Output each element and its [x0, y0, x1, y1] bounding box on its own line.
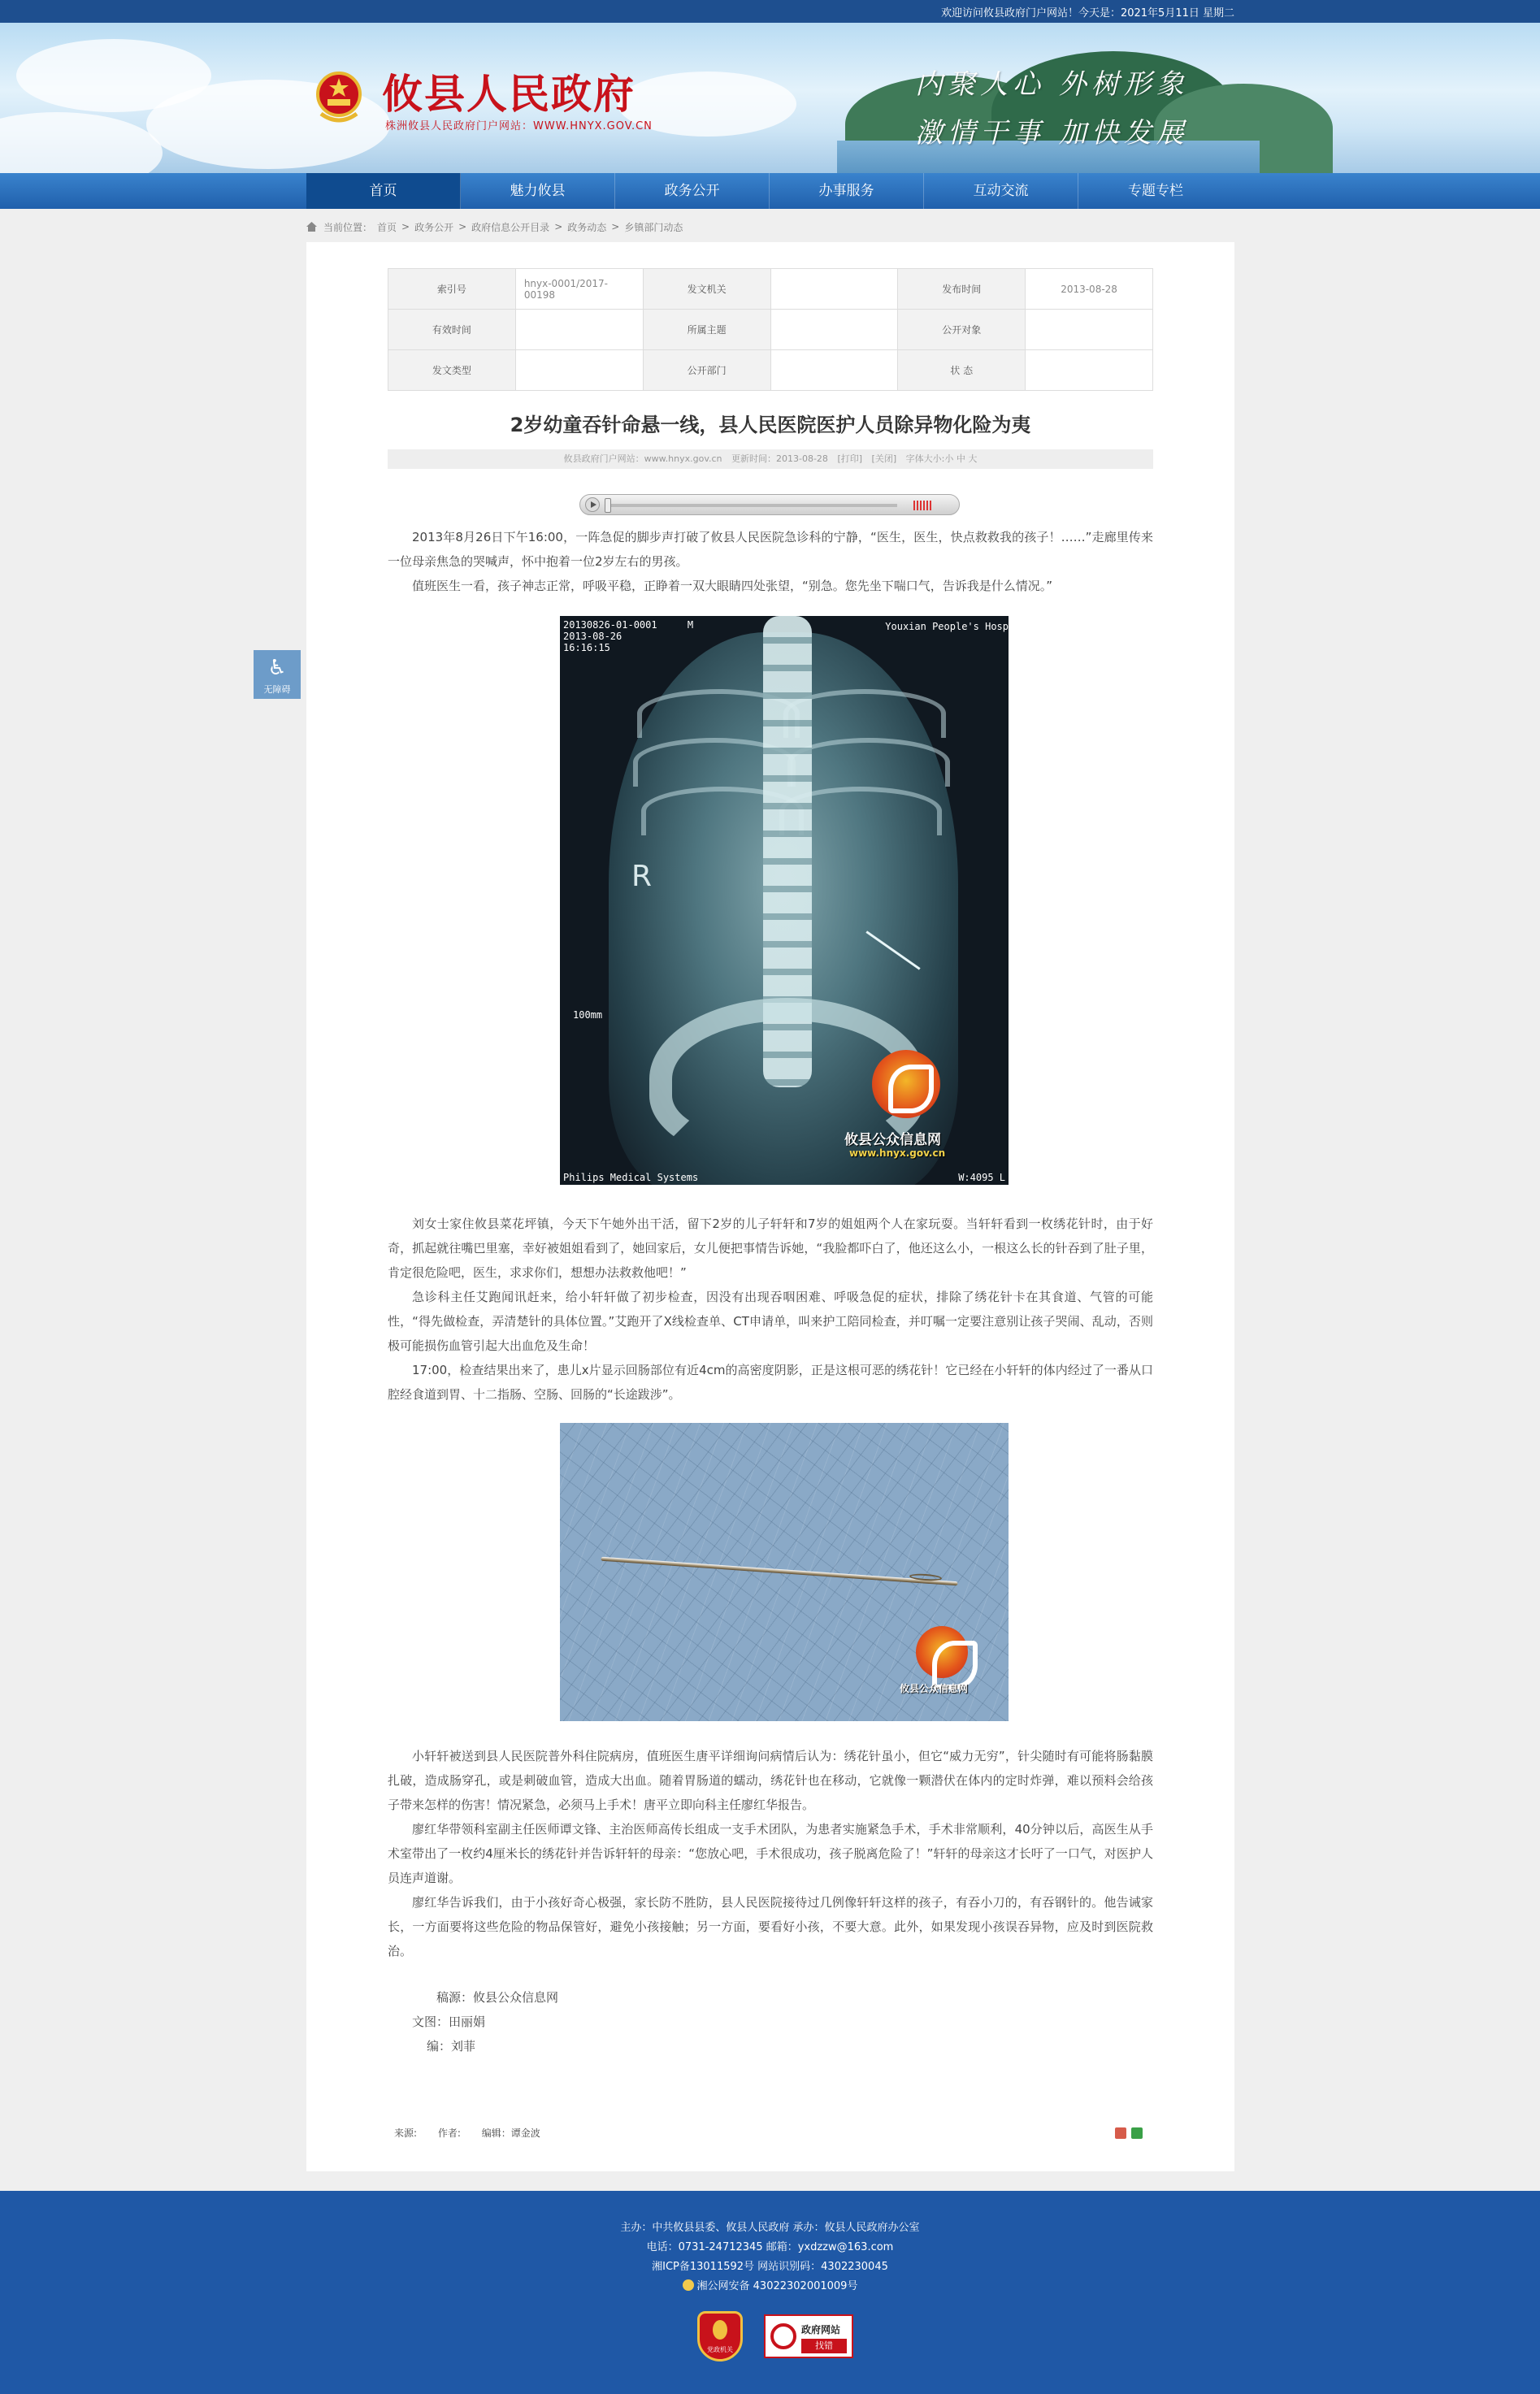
- volume-icon[interactable]: [913, 501, 933, 510]
- footer-police-record[interactable]: [0, 2277, 1540, 2296]
- signature-author: 文图：田丽娟: [412, 2015, 486, 2029]
- meta-valid-value: [515, 310, 643, 350]
- breadcrumb-sep: >: [554, 221, 563, 232]
- info-updated: 更新时间：2013-08-28: [731, 453, 828, 464]
- xray-vendor: Philips Medical Systems: [563, 1172, 699, 1183]
- meta-status-value: [1026, 350, 1153, 391]
- article-paragraph-6: 小轩轩被送到县人民医院普外科住院病房，值班医生唐平详细询问病情后认为：绣花针虽小，但它“威力无穷”，针尖随时有可能将肠黏膜扎破，造成肠穿孔，或是刺破血管，造成大出血。随着胃肠道的蠕动，绣花针也在移动，它就像一颗潜伏在体内的定时炸弹，难以预料会给孩子带来怎样的伤害！情况紧急，必须马上手术！唐平立即向科主任廖红华报告。: [388, 1749, 1153, 1812]
- breadcrumb-label: 当前位置：: [323, 221, 373, 233]
- home-icon: [306, 222, 317, 232]
- breadcrumb-sep: >: [458, 221, 467, 232]
- meta-valid-label: 有效时间: [388, 310, 516, 350]
- watermark-name: 攸县公众信息网: [900, 1683, 969, 1694]
- watermark-logo-icon: [872, 1050, 940, 1118]
- meta-audience-label: 公开对象: [898, 310, 1026, 350]
- article-info-bar: [388, 449, 1153, 469]
- gov-site-error-report-badge[interactable]: [764, 2314, 853, 2358]
- audio-progress-track[interactable]: [605, 504, 897, 507]
- xray-scale: 100mm: [573, 1009, 603, 1021]
- article-paragraph-3: 刘女士家住攸县菜花坪镇，今天下午她外出干活，留下2岁的儿子轩轩和7岁的姐姐两个人在家玩耍。当轩轩看到一枚绣花针时，由于好奇，抓起就往嘴巴里塞，幸好被姐姐看到了，她回家后，女儿便把事情告诉她，“我脸都吓白了，他还这么小，一根这么长的针吞到了肚子里，肯定很危险吧，医生，求求你们，想想办法救救他吧！”: [388, 1217, 1153, 1280]
- xray-hospital: Youxian People's Hosp: [885, 621, 1009, 632]
- site-title: 攸县人民政府: [382, 70, 636, 118]
- meta-date-label: 发布时间: [898, 269, 1026, 310]
- meta-status-label: 状 态: [898, 350, 1026, 391]
- audio-player: [579, 494, 960, 515]
- share-weibo-icon[interactable]: [1115, 2127, 1126, 2139]
- meta-issuer-label: 发文机关: [643, 269, 770, 310]
- play-button[interactable]: [585, 497, 600, 512]
- meta-date-value: 2013-08-28: [1026, 269, 1153, 310]
- info-source: 攸县政府门户网站：www.hnyx.gov.cn: [563, 453, 722, 464]
- footer-source: 来源:: [394, 2127, 418, 2139]
- article-footer-info: [394, 2126, 558, 2140]
- nav-item-home[interactable]: 首页: [306, 173, 461, 209]
- footer-contact: 电话：0731-24712345 邮箱：yxdzzw@163.com: [646, 2241, 894, 2253]
- breadcrumb: [306, 219, 1234, 234]
- article-paragraph-8: 廖红华告诉我们，由于小孩好奇心极强，家长防不胜防，县人民医院接待过几例像轩轩这样的孩子，有吞小刀的，有吞钢针的。他告诫家长，一方面要将这些危险的物品保管好，避免小孩接触；另一方面，要看好小孩，不要大意。此外，如果发现小孩误吞异物，应及时到医院救治。: [388, 1895, 1153, 1958]
- accessibility-button[interactable]: [254, 650, 301, 699]
- wheelchair-icon: ♿: [267, 656, 287, 680]
- meta-index-value: hnyx-0001/2017-00198: [515, 269, 643, 310]
- meta-audience-value: [1026, 310, 1153, 350]
- slogan-line-1: 内聚人心 外树形象: [915, 68, 1189, 101]
- welcome-text: 欢迎访问攸县政府门户网站！今天是：2021年5月11日 星期二: [940, 7, 1234, 20]
- footer-host: 主办：中共攸县县委、攸县人民政府 承办：攸县人民政府办公室: [620, 2222, 920, 2234]
- party-gov-badge[interactable]: [697, 2311, 743, 2361]
- font-size-control[interactable]: 字体大小:小 中 大: [905, 453, 978, 464]
- signature-source: 稿源：攸县公众信息网: [436, 1990, 559, 2005]
- footer-editor: 编辑：谭金波: [481, 2127, 540, 2139]
- breadcrumb-sep: >: [401, 221, 410, 232]
- breadcrumb-catalog[interactable]: 政府信息公开目录: [471, 221, 550, 233]
- meta-type-value: [515, 350, 643, 391]
- xray-time: 16:16:15: [563, 642, 610, 653]
- xray-image: [560, 616, 1009, 1185]
- breadcrumb-gov-affairs[interactable]: 政务公开: [414, 221, 454, 233]
- breadcrumb-sep: >: [611, 221, 620, 232]
- meta-topic-label: 所属主题: [643, 310, 770, 350]
- watermark-url: www.hnyx.gov.cn: [849, 1147, 946, 1159]
- meta-issuer-value: [770, 269, 898, 310]
- header-banner: [0, 23, 1540, 173]
- police-badge-icon: [683, 2279, 694, 2291]
- nav-item-topics[interactable]: 专题专栏: [1128, 183, 1183, 199]
- signature-editor: 编：刘菲: [427, 2039, 476, 2054]
- party-gov-badge-label: 党政机关: [707, 2346, 733, 2353]
- nav-item-gov-affairs[interactable]: 政务公开: [615, 173, 770, 209]
- close-link[interactable]: [关闭]: [871, 453, 897, 464]
- xray-side-marker: R: [631, 860, 653, 893]
- needle-photo: [560, 1423, 1009, 1721]
- meta-topic-value: [770, 310, 898, 350]
- national-emblem-icon: [313, 70, 365, 127]
- nav-item-interaction[interactable]: 互动交流: [924, 173, 1078, 209]
- audio-progress-handle[interactable]: [605, 498, 611, 513]
- article-panel: [306, 242, 1234, 2171]
- accessibility-label: 无障碍: [263, 684, 291, 695]
- article-paragraph-1: 2013年8月26日下午16:00，一阵急促的脚步声打破了攸县人民医院急诊科的宁静，“医生，医生，快点救救我的孩子！……”走廊里传来一位母亲焦急的哭喊声，怀中抱着一位2岁左右的男孩。: [388, 530, 1153, 569]
- watermark-logo-icon: [916, 1626, 968, 1678]
- footer-police-text: 湘公网安备 43022302001009号: [696, 2280, 858, 2292]
- xray-window: W:4095 L: [958, 1172, 1005, 1183]
- meta-dept-value: [770, 350, 898, 391]
- xray-tag-sex: M: [687, 619, 694, 631]
- article-paragraph-5: 17:00，检查结果出来了，患儿x片显示回肠部位有近4cm的高密度阴影，正是这根可恶的绣花针！它已经在小轩轩的体内经过了一番从口腔经食道到胃、十二指肠、空肠、回肠的“长途跋涉”。: [388, 1363, 1153, 1402]
- site-footer: [0, 2191, 1540, 2394]
- print-link[interactable]: [打印]: [837, 453, 863, 464]
- watermark-name: 攸县公众信息网: [844, 1132, 941, 1148]
- error-report-title: 政府网站: [801, 2324, 841, 2335]
- footer-author: 作者:: [437, 2127, 461, 2139]
- nav-item-services[interactable]: 办事服务: [770, 173, 924, 209]
- xray-date: 2013-08-26: [563, 631, 623, 642]
- main-nav: [0, 173, 1540, 209]
- slogan-line-2: 激情干事 加快发展: [915, 117, 1189, 150]
- xray-tag-id: 20130826-01-0001: [563, 619, 657, 631]
- needle-object: [601, 1557, 957, 1586]
- article-title: 2岁幼童吞针命悬一线，县人民医院医护人员除异物化险为夷: [510, 414, 1031, 436]
- error-report-button: 找错: [801, 2339, 847, 2353]
- share-wechat-icon[interactable]: [1131, 2127, 1143, 2139]
- article-paragraph-4: 急诊科主任艾跑闻讯赶来，给小轩轩做了初步检查，因没有出现吞咽困难、呼吸急促的症状，排除了绣花针卡在其食道、气管的可能性，“得先做检查，弄清楚针的具体位置。”艾跑开了X线检查单、CT申请单，叫来护工陪同检查，并叮嘱一定要注意别让孩子哭闹、乱动，否则极可能损伤血管引起大出血危及生命！: [388, 1290, 1153, 1353]
- breadcrumb-town-news[interactable]: 乡镇部门动态: [624, 221, 683, 233]
- meta-dept-label: 公开部门: [643, 350, 770, 391]
- breadcrumb-news[interactable]: 政务动态: [567, 221, 607, 233]
- top-strip: [0, 0, 1540, 23]
- metadata-table: [388, 268, 1153, 391]
- footer-icp[interactable]: 湘ICP备13011592号 网站识别码：4302230045: [652, 2261, 888, 2273]
- nav-item-charm[interactable]: 魅力攸县: [461, 173, 615, 209]
- meta-type-label: 发文类型: [388, 350, 516, 391]
- breadcrumb-home[interactable]: 首页: [377, 221, 397, 233]
- article-paragraph-7: 廖红华带领科室副主任医师谭文锋、主治医师高传长组成一支手术团队，为患者实施紧急手术，手术非常顺利，40分钟以后，高医生从手术室带出了一枚约4厘米长的绣花针并告诉轩轩的母亲：“您放心吧，手术很成功，孩子脱离危险了！”轩轩的母亲这才长吁了一口气，对医护人员连声道谢。: [388, 1822, 1153, 1885]
- error-report-icon: [770, 2323, 796, 2349]
- site-subtitle: 株洲攸县人民政府门户网站：WWW.HNYX.GOV.CN: [385, 120, 653, 132]
- meta-index-label: 索引号: [388, 269, 516, 310]
- article-paragraph-2: 值班医生一看，孩子神志正常，呼吸平稳，正睁着一双大眼睛四处张望，“别急。您先坐下喘口气，告诉我是什么情况。”: [412, 579, 1053, 593]
